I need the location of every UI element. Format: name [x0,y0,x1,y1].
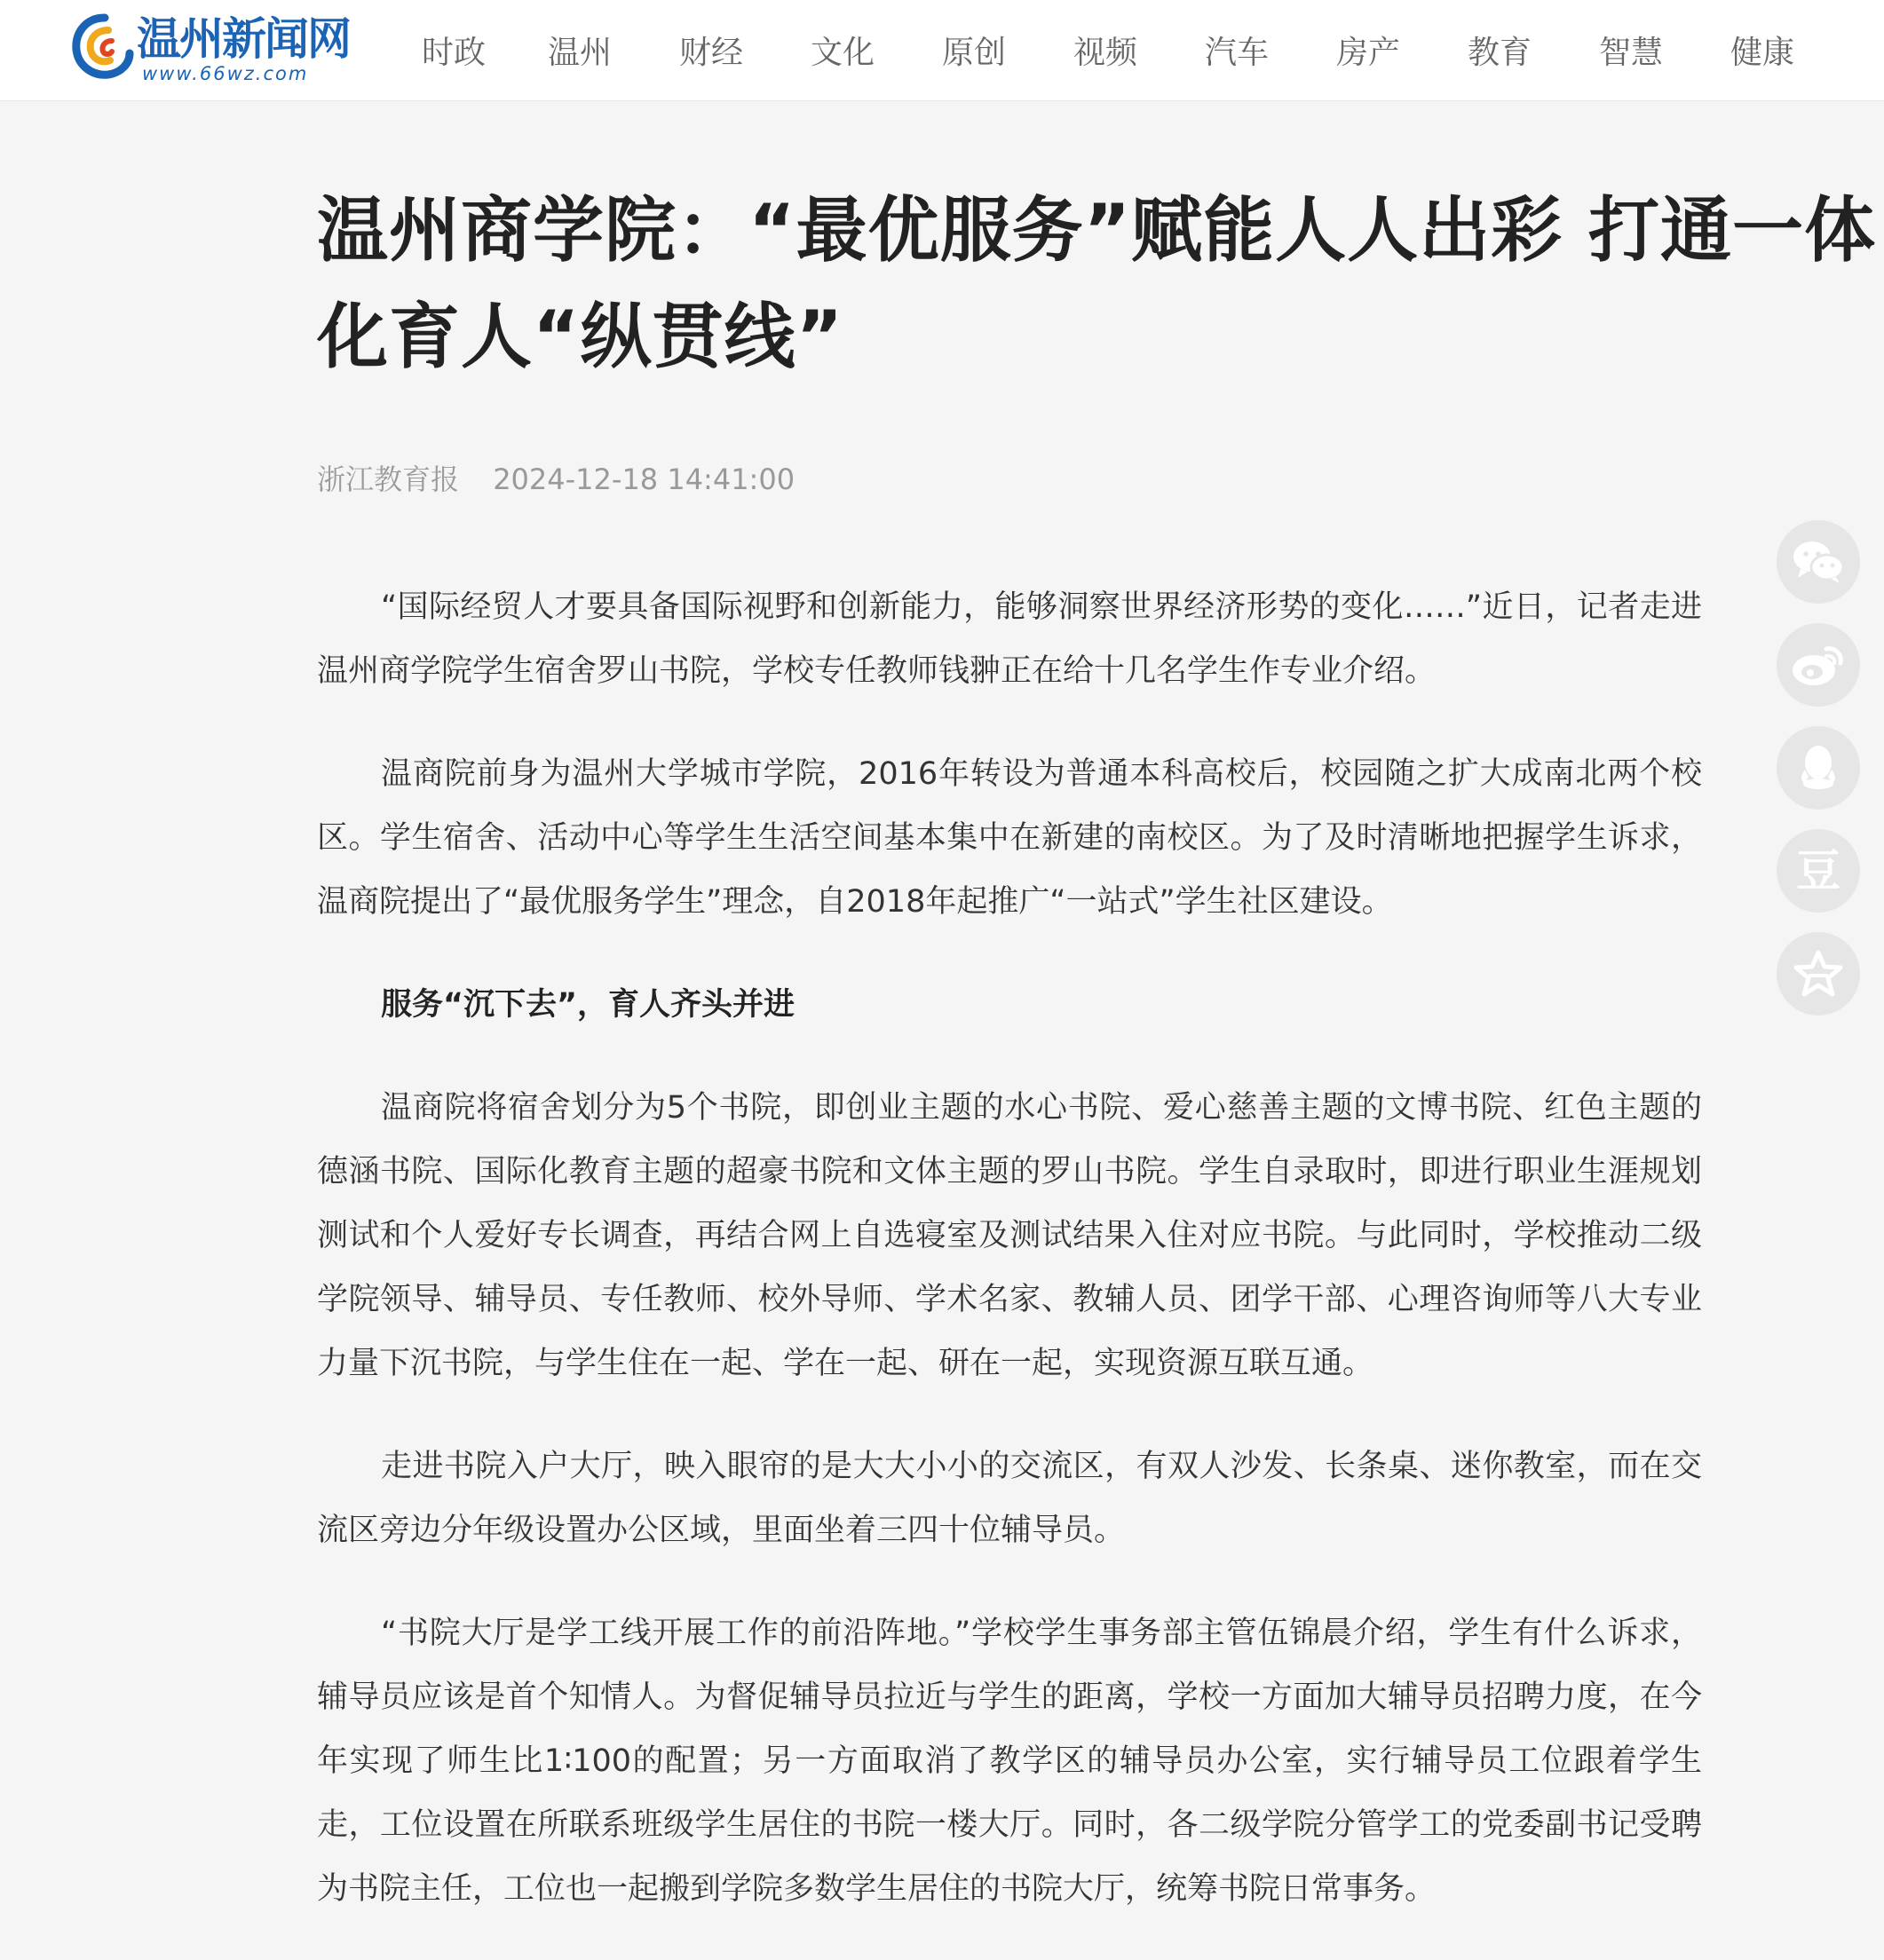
article-source: 浙江教育报 [317,462,460,496]
article-paragraph: “国际经贸人才要具备国际视野和创新能力，能够洞察世界经济形势的变化……”近日，记者走进温州商学院学生宿舍罗山书院，学校专任教师钱翀正在给十几名学生作专业介绍。 [317,589,1702,689]
site-header [0,0,1884,101]
main-nav [397,0,1828,100]
nav-item-smart[interactable]: 智慧 [1598,35,1663,71]
nav-item-original[interactable]: 原创 [941,35,1006,71]
favorite-icon [1793,949,1844,999]
nav-item-video[interactable]: 视频 [1073,35,1137,71]
logo-url: www.66wz.com [142,63,309,84]
nav-item-auto[interactable]: 汽车 [1204,35,1269,71]
article-body [317,575,1702,1960]
qq-icon [1798,743,1839,793]
wechat-icon [1792,539,1845,585]
share-weibo-button[interactable] [1777,623,1860,707]
logo-title: 温州新闻网 [137,13,350,65]
share-favorite-button[interactable] [1777,932,1860,1016]
douban-icon: 豆 [1796,845,1840,897]
nav-item-health[interactable]: 健康 [1730,35,1794,71]
share-wechat-button[interactable] [1777,520,1860,604]
nav-item-education[interactable]: 教育 [1467,35,1532,71]
nav-item-realestate[interactable]: 房产 [1335,35,1400,71]
share-sidebar [1777,520,1860,1035]
weibo-icon [1791,642,1846,688]
article-datetime: 2024-12-18 14:41:00 [493,462,796,496]
share-qq-button[interactable] [1777,726,1860,810]
logo-swirl-icon [69,11,139,82]
article-subheading: 服务“沉下去”，育人齐头并进 [381,987,796,1023]
nav-item-culture[interactable]: 文化 [810,35,875,71]
nav-item-finance[interactable]: 财经 [678,35,743,71]
article-paragraph: 温商院前身为温州大学城市学院，2016年转设为普通本科高校后，校园随之扩大成南北两个校区。学生宿舍、活动中心等学生生活空间基本集中在新建的南校区。为了及时清晰地把握学生诉求，温商院提出了“最优服务学生”理念，自2018年起推广“一站式”学生社区建设。 [317,756,1702,920]
article-paragraph: 温商院将宿舍划分为5个书院，即创业主题的水心书院、爱心慈善主题的文博书院、红色主题的德涵书院、国际化教育主题的超豪书院和文体主题的罗山书院。学生自录取时，即进行职业生涯规划测试和个人爱好专长调查，再结合网上自选寝室及测试结果入住对应书院。与此同时，学校推动二级学院领导、辅导员、专任教师、校外导师、学术名家、教辅人员、团学干部、心理咨询师等八大专业力量下沉书院，与学生住在一起、学在一起、研在一起，实现资源互联互通。 [317,1090,1702,1381]
share-douban-button[interactable] [1777,829,1860,913]
nav-item-politics[interactable]: 时政 [422,35,487,71]
article-title: 温州商学院：“最优服务”赋能人人出彩 打通一体化育人“纵贯线” [317,189,1877,378]
article-paragraph: “书院大厅是学工线开展工作的前沿阵地。”学校学生事务部主管伍锦晨介绍，学生有什么诉求，辅导员应该是首个知情人。为督促辅导员拉近与学生的距离，学校一方面加大辅导员招聘力度，在今年实现了师生比1∶100的配置；另一方面取消了教学区的辅导员办公室，实行辅导员工位跟着学生走，工位设置在所联系班级学生居住的书院一楼大厅。同时，各二级学院分管学工的党委副书记受聘为书院主任，工位也一起搬到学院多数学生居住的书院大厅，统筹书院日常事务。 [317,1616,1702,1907]
site-logo[interactable] [69,11,362,83]
article-header [317,178,1880,497]
nav-item-wenzhou[interactable]: 温州 [547,35,612,71]
article-meta [317,462,1880,497]
article-paragraph: 走进书院入户大厅，映入眼帘的是大大小小的交流区，有双人沙发、长条桌、迷你教室，而在交流区旁边分年级设置办公区域，里面坐着三四十位辅导员。 [317,1449,1702,1548]
